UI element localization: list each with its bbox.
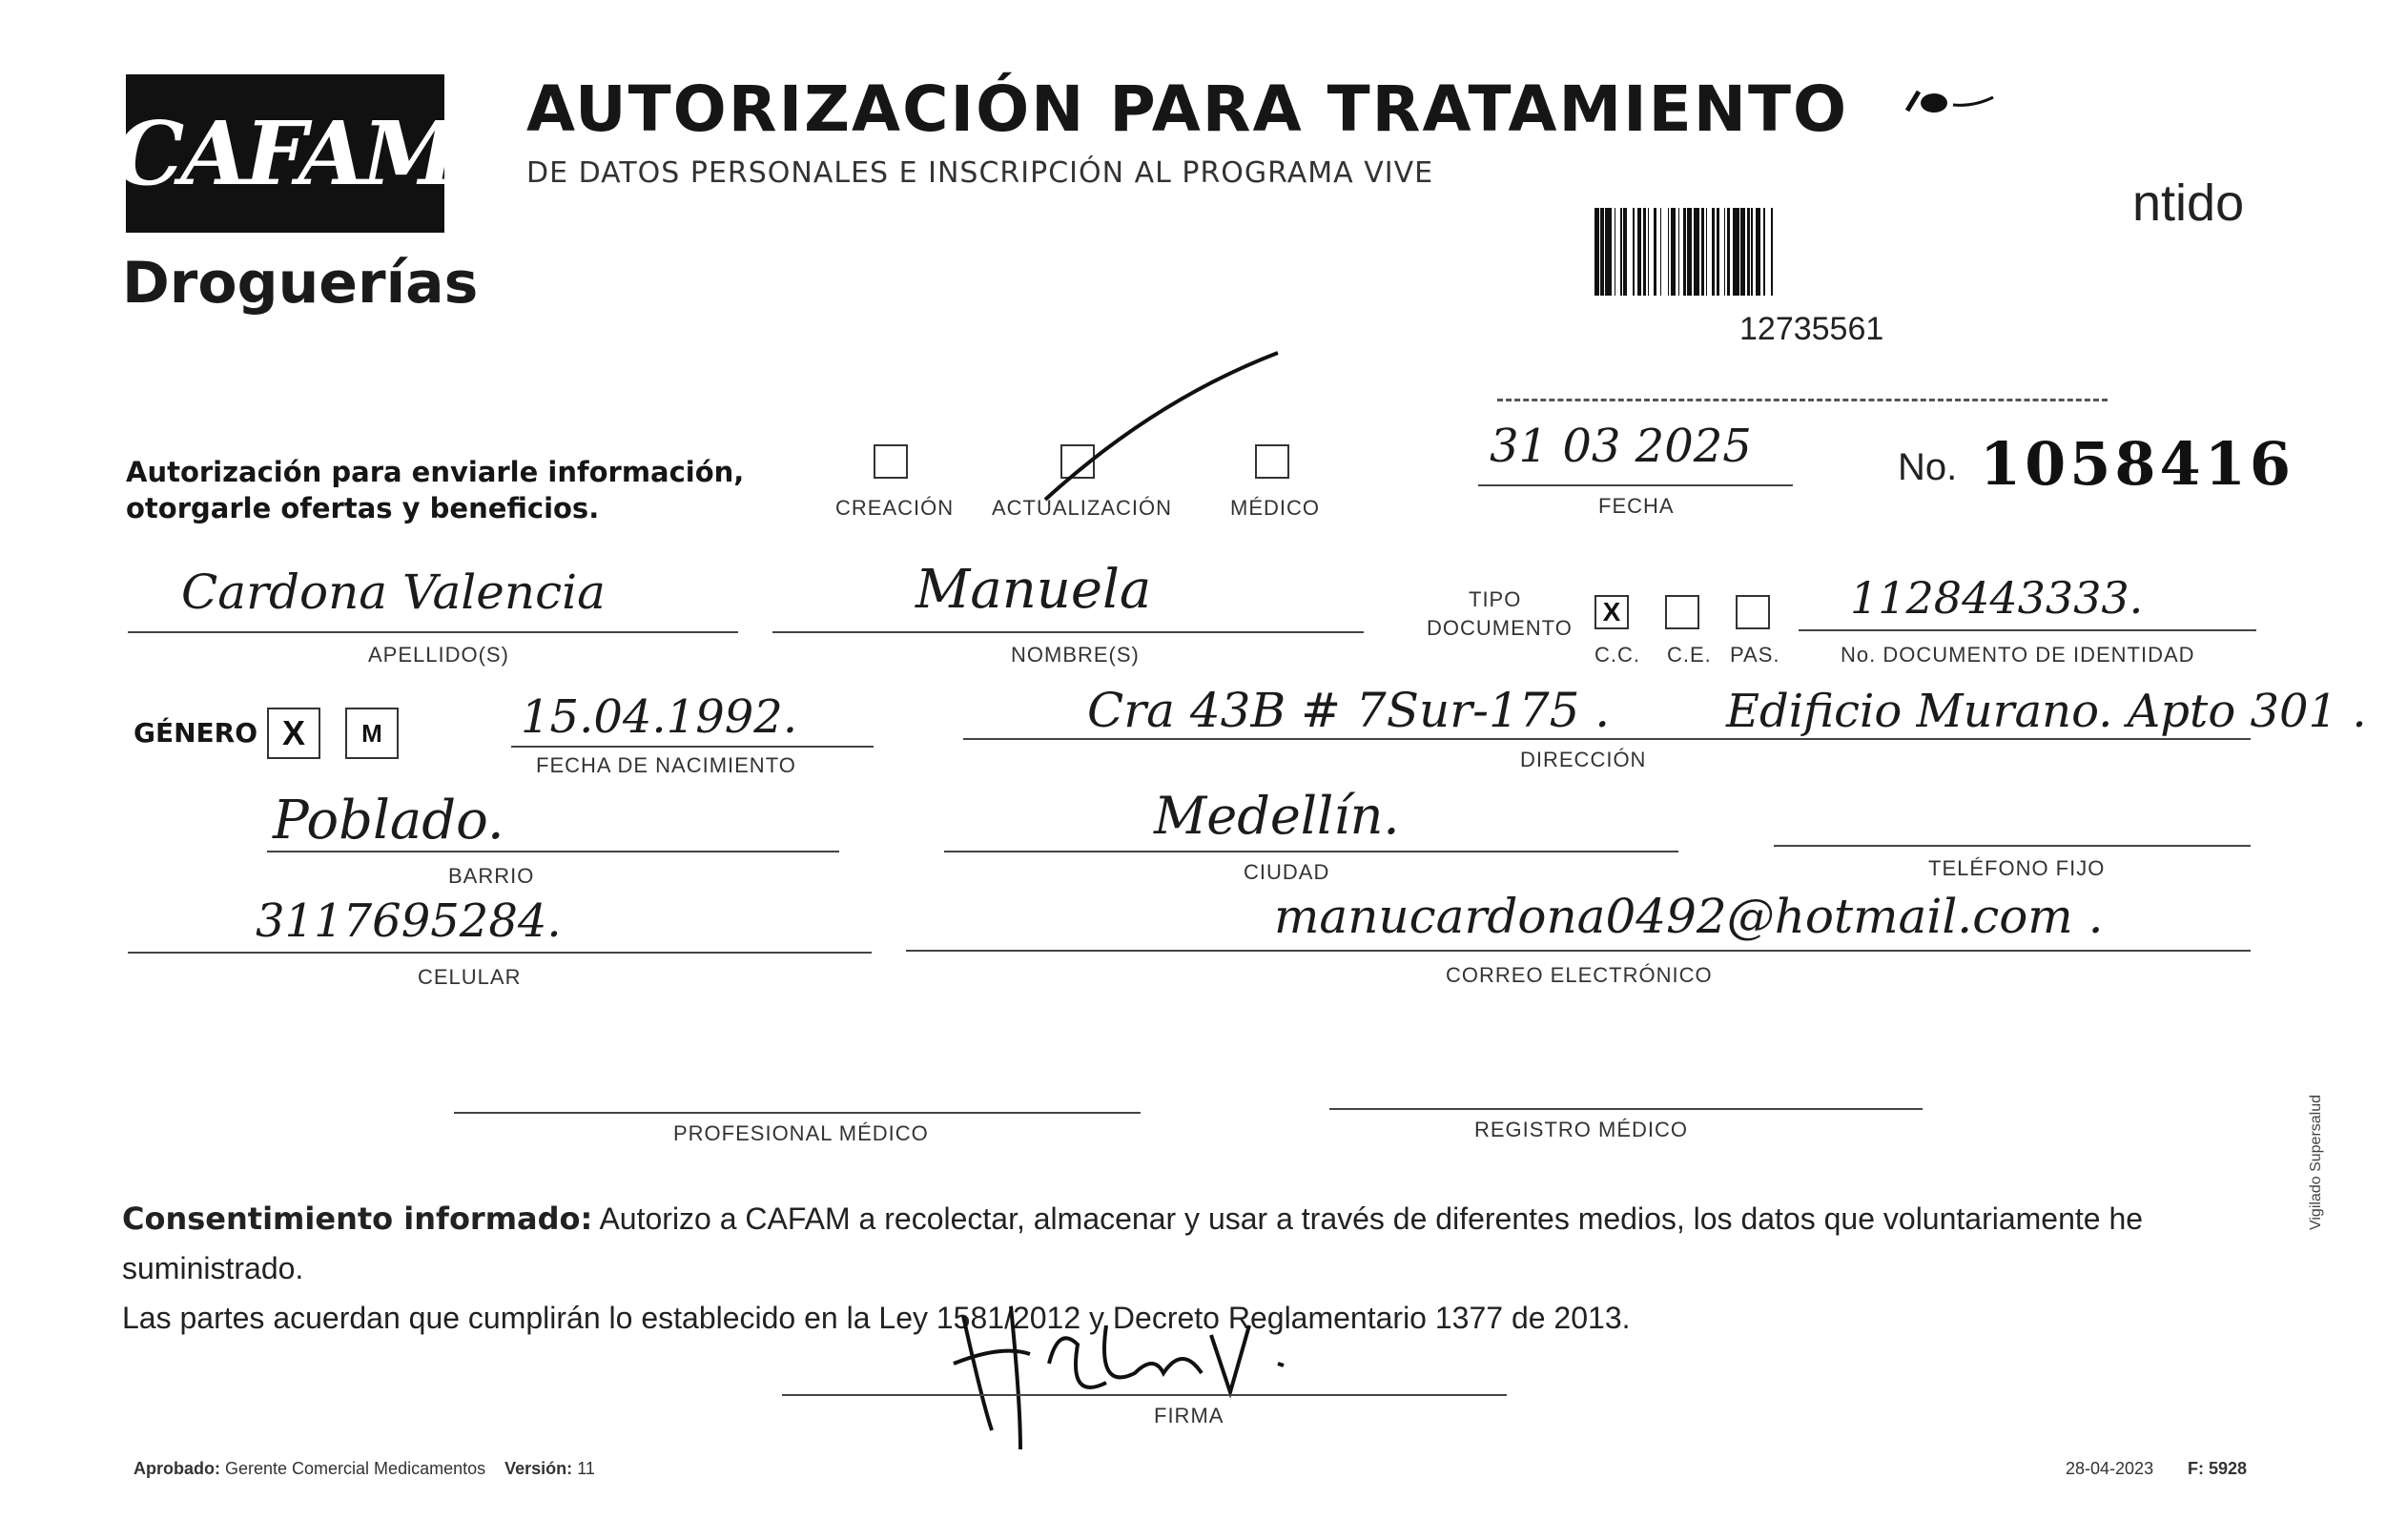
checkbox-cc[interactable]: X (1594, 595, 1629, 629)
check-stroke-icon (1039, 343, 1287, 505)
ciudad-label: CIUDAD (1244, 860, 1330, 884)
direccion-line (963, 738, 2251, 740)
apellidos-value[interactable]: Cardona Valencia (181, 565, 606, 620)
apellidos-label: APELLIDO(S) (368, 643, 509, 667)
firma-line (782, 1394, 1507, 1396)
firma-label: FIRMA (1154, 1404, 1224, 1427)
checkbox-medico[interactable] (1255, 444, 1289, 479)
genero-label: GÉNERO (134, 717, 258, 749)
checkbox-creacion[interactable] (874, 444, 908, 479)
footer-version-value: 11 (577, 1459, 595, 1478)
logo-text: CAFAM (114, 102, 456, 205)
cafam-logo (114, 74, 456, 233)
profesional-line (454, 1112, 1141, 1114)
fecha-value[interactable]: 31 03 2025 (1490, 420, 1752, 473)
consent-heading: Consentimiento informado: (122, 1201, 593, 1237)
nombres-value[interactable]: Manuela (915, 559, 1152, 621)
profesional-label: PROFESIONAL MÉDICO (673, 1121, 929, 1145)
direccion-label: DIRECCIÓN (1520, 748, 1647, 771)
checkbox-genero-f[interactable]: X (267, 708, 320, 759)
checkbox-ce[interactable] (1665, 595, 1699, 629)
label-medico: MÉDICO (1230, 496, 1320, 520)
checkbox-pas[interactable] (1736, 595, 1770, 629)
fecha-nacimiento-line (511, 746, 874, 748)
barcode (1594, 208, 1985, 296)
brand-subtitle: Droguerías (122, 250, 479, 317)
intro-line-1: Autorización para enviarle información, (126, 456, 745, 488)
document-title: AUTORIZACIÓN PARA TRATAMIENTO (526, 72, 1849, 146)
footer-date: 28-04-2023 (2066, 1459, 2154, 1478)
correo-line (906, 950, 2251, 952)
footer-code: F: 5928 (2188, 1459, 2248, 1478)
label-ce: C.E. (1667, 643, 1712, 667)
intro-line-2: otorgarle ofertas y beneficios. (126, 492, 600, 524)
corner-text: ntido (2132, 175, 2245, 232)
fecha-nacimiento-value[interactable]: 15.04.1992. (521, 690, 798, 744)
handwritten-mark-icon (1898, 82, 2012, 120)
footer-aprobado-label: Aprobado: (134, 1459, 220, 1478)
documento-label: No. DOCUMENTO DE IDENTIDAD (1841, 643, 2195, 667)
nombres-label: NOMBRE(S) (1011, 643, 1140, 667)
tipo-label-2: DOCUMENTO (1427, 616, 1573, 640)
celular-value[interactable]: 3117695284. (256, 894, 562, 948)
footer-version-label: Versión: (504, 1459, 573, 1478)
direccion-value[interactable]: Cra 43B # 7Sur-175 . (1087, 683, 1611, 738)
registro-line (1329, 1108, 1923, 1110)
label-pas: PAS. (1730, 643, 1780, 667)
barrio-value[interactable]: Poblado. (273, 790, 504, 852)
numero-value: 1058416 (1980, 429, 2294, 499)
fecha-line (1478, 484, 1793, 486)
label-creacion: CREACIÓN (835, 496, 955, 520)
telefono-fijo-line (1774, 845, 2251, 847)
label-cc: C.C. (1594, 643, 1640, 667)
ciudad-value[interactable]: Medellín. (1154, 786, 1400, 846)
fecha-label: FECHA (1598, 494, 1675, 518)
celular-label: CELULAR (418, 965, 522, 989)
direccion-value-2[interactable]: Edificio Murano. Apto 301 . (1726, 685, 2367, 738)
apellidos-line (128, 631, 738, 633)
tipo-label-1: TIPO (1469, 587, 1522, 611)
correo-value[interactable]: manucardona0492@hotmail.com . (1274, 889, 2104, 944)
registro-label: REGISTRO MÉDICO (1474, 1118, 1689, 1141)
barrio-line (267, 851, 839, 852)
footer-approval (134, 1459, 595, 1479)
dashed-divider (1497, 399, 2108, 401)
ciudad-line (944, 851, 1678, 852)
correo-label: CORREO ELECTRÓNICO (1446, 963, 1713, 987)
nombres-line (772, 631, 1364, 633)
signature-image (944, 1287, 1306, 1459)
numero-label: No. (1898, 446, 1958, 488)
footer-aprobado-value: Gerente Comercial Medicamentos (225, 1459, 486, 1478)
barrio-label: BARRIO (448, 864, 535, 888)
checkbox-genero-m[interactable]: M (345, 708, 399, 759)
barcode-bar (1773, 208, 1776, 296)
side-text: Vigilado Supersalud (2308, 1094, 2324, 1230)
barcode-number: 12735561 (1739, 311, 1884, 347)
fecha-nacimiento-label: FECHA DE NACIMIENTO (536, 753, 796, 777)
documento-line (1799, 629, 2256, 631)
telefono-fijo-label: TELÉFONO FIJO (1928, 856, 2106, 880)
label-actualizacion: ACTUALIZACIÓN (992, 496, 1173, 520)
celular-line (128, 952, 872, 954)
documento-value[interactable]: 1128443333. (1850, 572, 2144, 624)
document-subtitle: DE DATOS PERSONALES E INSCRIPCIÓN AL PROGRAMA VIVE (526, 156, 1434, 190)
consent-text-1: Autorizo a CAFAM a recolectar, almacenar y usar a través de diferentes medios, los datos que voluntariamente he suministrado. (122, 1201, 2144, 1285)
consent-text-2: Las partes acuerdan que cumplirán lo establecido en la Ley 1581/2012 y Decreto Reglamentario 1377 de 2013. (122, 1301, 1631, 1335)
